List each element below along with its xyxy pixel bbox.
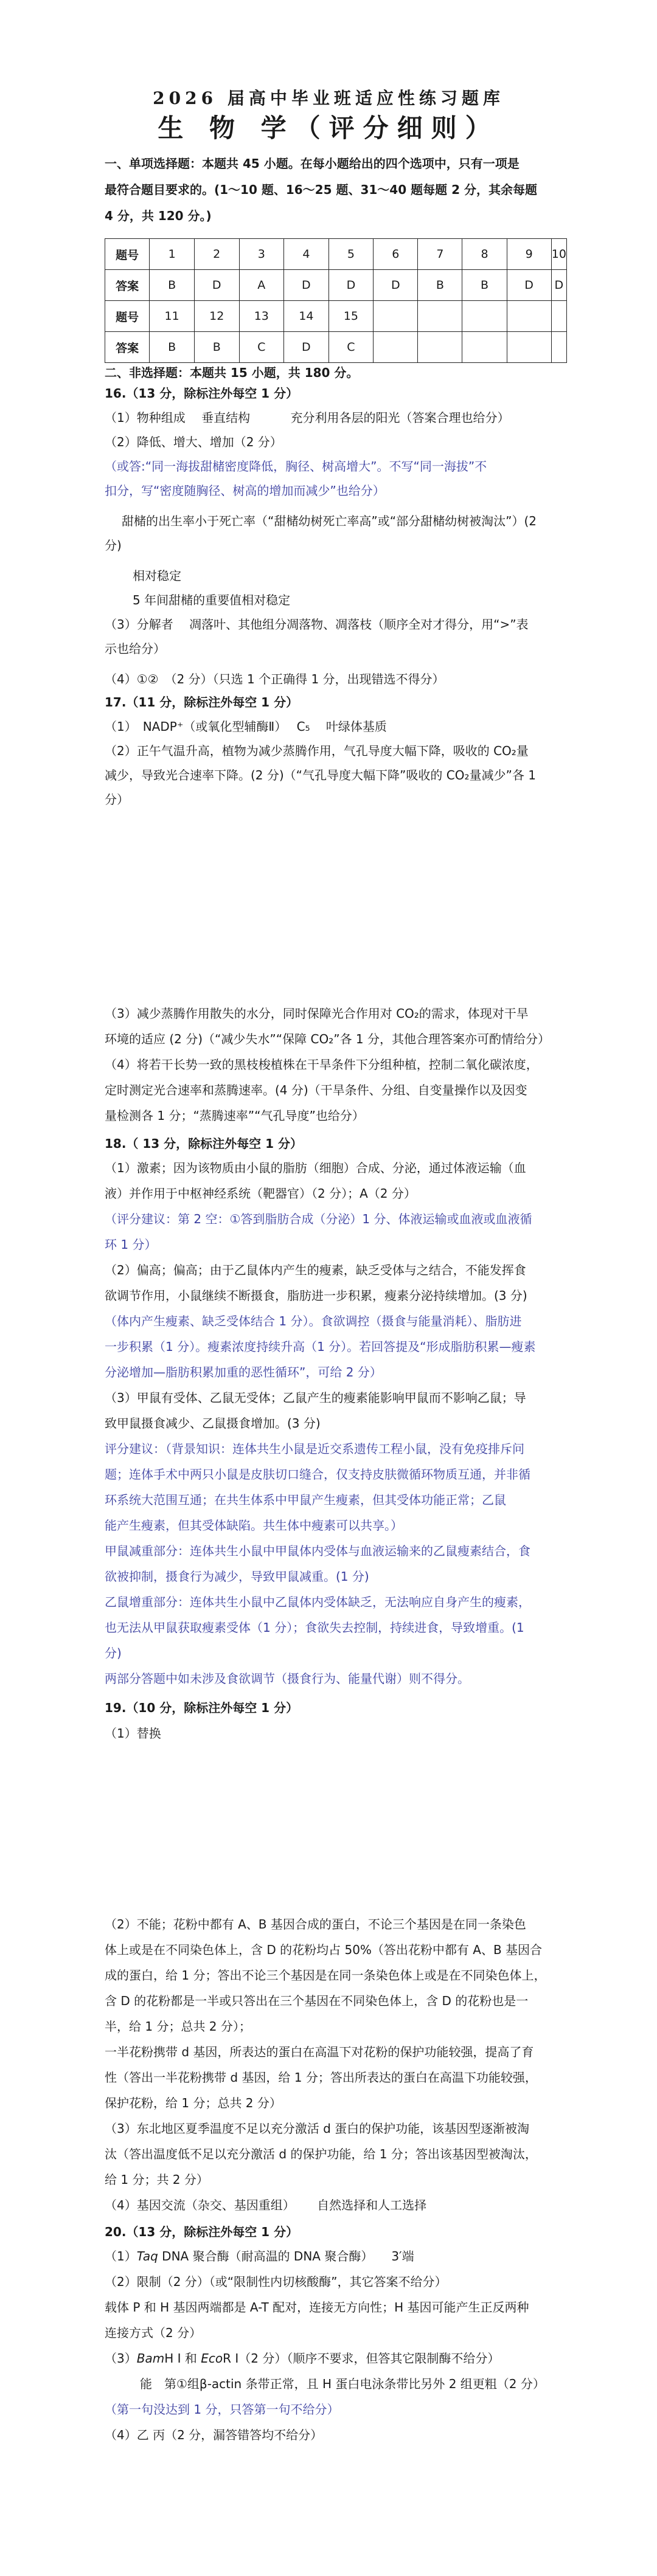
section1-title-line3: 4 分，共 120 分。) [105, 209, 212, 223]
q19-line: 保护花粉，给 1 分；总共 2 分） [105, 2096, 282, 2110]
table-cell: A [239, 270, 284, 301]
table-cell: B [150, 332, 195, 363]
q20-line: （4）乙 丙（2 分，漏答错答均不给分） [105, 2428, 323, 2442]
table-cell: 2 [194, 239, 239, 270]
table-cell: D [551, 270, 566, 301]
q19-line: 含 D 的花粉都是一半或只答出在三个基因在不同染色体上，含 D 的花粉也是一 [105, 1994, 529, 2008]
q20-line: 连接方式（2 分） [105, 2326, 202, 2340]
q20-text: （3） [105, 2351, 137, 2366]
table-cell [374, 301, 418, 332]
table-cell: 4 [284, 239, 329, 270]
table-cell: B [418, 270, 462, 301]
table-cell: 答案 [105, 270, 150, 301]
table-cell: D [194, 270, 239, 301]
table-cell [418, 332, 462, 363]
q20-line: （第一句没达到 1 分，只答第一句不给分） [105, 2402, 339, 2417]
q18-line: 环系统大范围互通；在共生体系中甲鼠产生瘦素，但其受体功能正常；乙鼠 [105, 1493, 506, 1507]
q16-line: 甜槠的出生率小于死亡率（“甜槠幼树死亡率高”或“部分甜槠幼树被淘汰”）(2 [122, 514, 537, 528]
table-cell: 15 [328, 301, 374, 332]
q18-line: （体内产生瘦素、缺乏受体结合 1 分）。食欲调控（摄食与能量消耗）、脂肪进 [105, 1314, 522, 1328]
q16-line: （4）①② （2 分）（只选 1 个正确得 1 分，出现错选不得分） [105, 672, 445, 686]
q20-line [105, 2349, 567, 2367]
q19-line: 汰（答出温度低不足以充分激活 d 的保护功能，给 1 分；答出该基因型被淘汰， [105, 2147, 537, 2161]
table-cell: D [284, 332, 329, 363]
q18-line: 一步积累（1 分）。瘦素浓度持续升高（1 分）。若回答提及“形成脂肪积累—瘦素 [105, 1339, 536, 1354]
q19-line: 性（答出一半花粉携带 d 基因，给 1 分；答出所表达的蛋白在高温下功能较强， [105, 2070, 537, 2085]
table-cell: 题号 [105, 239, 150, 270]
table-cell: 题号 [105, 301, 150, 332]
q16-line: 示也给分） [105, 641, 165, 656]
q18-line: 致甲鼠摄食减少、乙鼠摄食增加。(3 分) [105, 1416, 321, 1431]
section1-title-line2: 最符合题目要求的。(1～10 题、16～25 题、31～40 题每题 2 分，其余每题 [105, 182, 537, 197]
table-cell: B [462, 270, 507, 301]
table-cell: C [328, 332, 374, 363]
q16-heading: 16.（13 分，除标注外每空 1 分） [105, 386, 299, 401]
table-cell: 答案 [105, 332, 150, 363]
q16-line: 相对稳定 [133, 568, 181, 583]
table-cell: 7 [418, 239, 462, 270]
q18-line: （3）甲鼠有受体、乙鼠无受体；乙鼠产生的瘦素能影响甲鼠而不影响乙鼠；导 [105, 1390, 526, 1405]
q17-line: （4）将若干长势一致的黑枝梭植株在干旱条件下分组种植，控制二氧化碳浓度， [105, 1057, 538, 1072]
table-cell: 5 [328, 239, 374, 270]
q18-line: 环 1 分） [105, 1237, 157, 1252]
table-cell [418, 301, 462, 332]
table-cell: D [374, 270, 418, 301]
q18-line: （评分建议：第 2 空：①答到脂肪合成（分泌）1 分、体液运输或血液或血液循 [105, 1212, 532, 1226]
q17-line: 量检测各 1 分；“蒸腾速率”“气孔导度”也给分） [105, 1108, 364, 1123]
q17-line: 分） [105, 792, 129, 807]
q20-line: 载体 P 和 H 基因两端都是 A-T 配对，连接无方向性；H 基因可能产生正反两种 [105, 2300, 529, 2315]
table-cell: 11 [150, 301, 195, 332]
table-cell [462, 332, 507, 363]
q20-text: DNA 聚合酶（耐高温的 DNA 聚合酶） 3′端 [158, 2249, 414, 2263]
q20-line: （2）限制（2 分）（或“限制性内切核酸酶”，其它答案不给分） [105, 2274, 447, 2289]
q17-line: （3）减少蒸腾作用散失的水分，同时保障光合作用对 CO₂的需求，体现对干旱 [105, 1006, 529, 1021]
q16-line: 分) [105, 538, 122, 553]
q18-line: 题；连体手术中两只小鼠是皮肤切口缝合，仅支持皮肤微循环物质互通，并非循 [105, 1467, 530, 1482]
table-cell [551, 301, 566, 332]
q18-line: 甲鼠减重部分：连体共生小鼠中甲鼠体内受体与血液运输来的乙鼠瘦素结合，食 [105, 1544, 530, 1558]
section2-title: 二、非选择题：本题共 15 小题，共 180 分。 [105, 365, 359, 380]
table-cell: 3 [239, 239, 284, 270]
q16-line: （2）降低、增大、增加（2 分） [105, 435, 282, 449]
q19-line: （1）替换 [105, 1726, 161, 1741]
q20-text: Eco [201, 2351, 223, 2366]
q17-line: 环境的适应 (2 分)（“减少失水”“保障 CO₂”各 1 分，其他合理答案亦可酌情给分） [105, 1032, 551, 1046]
q19-heading: 19.（10 分，除标注外每空 1 分） [105, 1701, 299, 1715]
q19-line: 给 1 分；共 2 分） [105, 2172, 209, 2187]
q20-text: R Ⅰ（2 分）（顺序不要求，但答其它限制酶不给分） [223, 2351, 500, 2366]
q18-heading: 18.（ 13 分，除标注外每空 1 分） [105, 1136, 303, 1151]
q19-line: （3）东北地区夏季温度不足以充分激活 d 蛋白的保护功能，该基因型逐渐被淘 [105, 2121, 530, 2136]
table-cell: 9 [507, 239, 551, 270]
q16-line: 扣分，写“密度随胸径、树高的增加而减少”也给分） [105, 483, 385, 498]
table-cell: 1 [150, 239, 195, 270]
q16-line: 5 年间甜槠的重要值相对稳定 [133, 593, 291, 607]
answer-table [105, 238, 567, 363]
table-cell: 12 [194, 301, 239, 332]
q18-line: 两部分答题中如未涉及食欲调节（摄食行为、能量代谢）则不得分。 [105, 1671, 470, 1686]
q19-line: 一半花粉携带 d 基因，所表达的蛋白在高温下对花粉的保护功能较强，提高了育 [105, 2045, 534, 2059]
table-cell: B [194, 332, 239, 363]
q17-line: 减少，导致光合速率下降。(2 分)（“气孔导度大幅下降”吸收的 CO₂量减少”各 1 [105, 768, 536, 782]
table-cell [507, 301, 551, 332]
subject-title: 生 物 学（评分细则） [158, 113, 499, 143]
q20-text: （1） [105, 2249, 137, 2263]
table-cell: 6 [374, 239, 418, 270]
table-cell: D [284, 270, 329, 301]
table-cell [507, 332, 551, 363]
table-cell: 10 [551, 239, 566, 270]
table-cell: 8 [462, 239, 507, 270]
q18-line: 能产生瘦素，但其受体缺陷。共生体中瘦素可以共享。） [105, 1518, 403, 1533]
q20-line [105, 2247, 567, 2265]
table-cell: D [328, 270, 374, 301]
q20-text: H Ⅰ 和 [164, 2351, 201, 2366]
q18-line: 分) [105, 1646, 122, 1660]
q18-line: （1）激素；因为该物质由小鼠的脂肪（细胞）合成、分泌，通过体液运输（血 [105, 1161, 526, 1175]
q18-line: 乙鼠增重部分：连体共生小鼠中乙鼠体内受体缺乏，无法响应自身产生的瘦素， [105, 1595, 530, 1609]
q20-text: Taq [136, 2249, 158, 2263]
q17-line: 定时测定光合速率和蒸腾速率。(4 分)（干旱条件、分组、自变量操作以及因变 [105, 1083, 527, 1097]
q17-line: （2）正午气温升高，植物为减少蒸腾作用，气孔导度大幅下降，吸收的 CO₂量 [105, 744, 529, 758]
section1-title-line1: 一、单项选择题：本题共 45 小题。在每小题给出的四个选项中，只有一项是 [105, 156, 520, 171]
table-cell [551, 332, 566, 363]
table-cell: B [150, 270, 195, 301]
q17-heading: 17.（11 分，除标注外每空 1 分） [105, 695, 299, 710]
q18-line: 也无法从甲鼠获取瘦素受体（1 分）；食欲失去控制，持续进食，导致增重。(1 [105, 1620, 524, 1635]
q18-line: 欲调节作用，小鼠继续不断摄食，脂肪进一步积累，瘦素分泌持续增加。(3 分) [105, 1288, 527, 1303]
q18-line: 欲被抑制，摄食行为减少，导致甲鼠减重。(1 分) [105, 1569, 369, 1584]
q19-line: 体上或是在不同染色体上，含 D 的花粉均占 50%（答出花粉中都有 A、B 基因合 [105, 1942, 543, 1957]
q18-line: （2）偏高；偏高；由于乙鼠体内产生的瘦素，缺乏受体与之结合，不能发挥食 [105, 1263, 526, 1277]
q19-line: （2）不能；花粉中都有 A、B 基因合成的蛋白，不论三个基因是在同一条染色 [105, 1917, 526, 1932]
table-cell: 13 [239, 301, 284, 332]
q19-line: （4）基因交流（杂交、基因重组） 自然选择和人工选择 [105, 2198, 427, 2212]
table-cell [374, 332, 418, 363]
q20-text: Bam [136, 2351, 165, 2366]
table-row [105, 332, 567, 363]
table-cell [462, 301, 507, 332]
q18-line: 分泌增加—脂肪积累加重的恶性循环”，可给 2 分） [105, 1365, 382, 1380]
q16-line: （3）分解者 凋落叶、其他组分凋落物、凋落枝（顺序全对才得分，用“>”表 [105, 617, 529, 632]
q19-line: 半，给 1 分；总共 2 分）； [105, 2019, 251, 2034]
table-cell: C [239, 332, 284, 363]
q18-line: 液）并作用于中枢神经系统（靶器官）（2 分）；A（2 分） [105, 1186, 416, 1201]
table-row [105, 239, 567, 270]
q20-line: 能 第①组β-actin 条带正常，且 H 蛋白电泳条带比另外 2 组更粗（2 分） [140, 2377, 545, 2391]
q19-line: 成的蛋白，给 1 分；答出不论三个基因是在同一条染色体上或是在不同染色体上， [105, 1968, 546, 1983]
q17-line: （1） NADP⁺（或氧化型辅酶Ⅱ） C₅ 叶绿体基质 [105, 719, 387, 734]
table-cell: 14 [284, 301, 329, 332]
table-row [105, 301, 567, 332]
table-row [105, 270, 567, 301]
q20-heading: 20.（13 分，除标注外每空 1 分） [105, 2225, 299, 2239]
q16-line: （或答:“同一海拔甜槠密度降低，胸径、树高增大”。不写“同一海拔”不 [105, 459, 487, 474]
q16-line: （1）物种组成 垂直结构 充分利用各层的阳光（答案合理也给分） [105, 410, 510, 425]
exam-title: 2026 届高中毕业班适应性练习题库 [153, 88, 504, 108]
q18-line: 评分建议：（背景知识：连体共生小鼠是近交系遗传工程小鼠，没有免疫排斥问 [105, 1442, 524, 1456]
table-cell: D [507, 270, 551, 301]
